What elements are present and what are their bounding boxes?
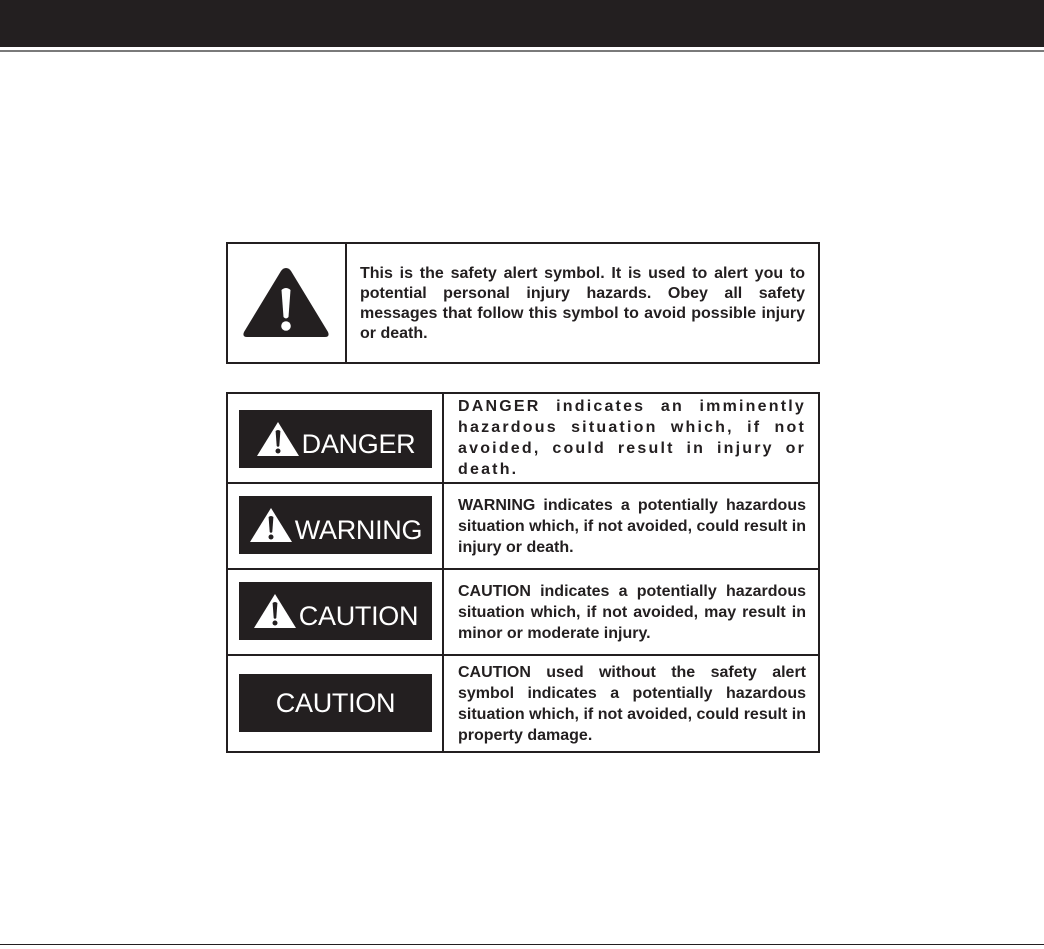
signal-words-table	[226, 392, 820, 753]
signal-row-caution-no-symbol	[228, 656, 818, 751]
alert-triangle-icon	[256, 421, 300, 457]
safety-alert-text-cell	[347, 244, 818, 362]
signal-desc-cell	[444, 570, 818, 654]
caution-label	[239, 582, 432, 640]
alert-triangle-icon	[249, 507, 293, 543]
safety-alert-triangle-icon	[241, 265, 331, 339]
warning-label	[239, 496, 432, 554]
signal-label-cell	[228, 570, 444, 654]
caution-description: CAUTION indicates a potentially hazardous situation which, if not avoided, may result in minor or moderate injury.	[458, 582, 806, 642]
alert-triangle-icon	[253, 593, 297, 629]
signal-label-cell	[228, 656, 444, 751]
safety-alert-symbol-cell	[228, 244, 347, 362]
danger-label	[239, 410, 432, 468]
caution-no-symbol-label	[239, 674, 432, 732]
header-bar	[0, 0, 1044, 47]
signal-row-caution	[228, 570, 818, 656]
signal-word: CAUTION	[275, 687, 396, 718]
safety-alert-text: This is the safety alert symbol. It is used to alert you to potential personal injury hazards. Obey all safety messages that follow this symbol to avoid possible injury or death.	[360, 265, 805, 342]
safety-alert-box	[226, 242, 820, 364]
signal-desc-cell	[444, 484, 818, 568]
signal-label-cell	[228, 394, 444, 482]
danger-description: DANGER indicates an imminently hazardous situation which, if not avoided, could result in injury or death.	[458, 398, 806, 478]
warning-description: WARNING indicates a potentially hazardous situation which, if not avoided, could result in injury or death.	[458, 496, 806, 556]
signal-desc-cell	[444, 656, 818, 751]
signal-row-warning	[228, 484, 818, 570]
footer-rule	[0, 944, 1044, 945]
signal-label-cell	[228, 484, 444, 568]
signal-word: WARNING	[294, 514, 423, 545]
signal-desc-cell	[444, 394, 818, 482]
header-rule	[0, 50, 1044, 52]
signal-word: DANGER	[301, 428, 416, 459]
signal-word: CAUTION	[298, 600, 419, 631]
signal-row-danger	[228, 394, 818, 484]
caution-no-symbol-description: CAUTION used without the safety alert symbol indicates a potentially hazardous situation which, if not avoided, could result in property damage.	[458, 663, 806, 744]
